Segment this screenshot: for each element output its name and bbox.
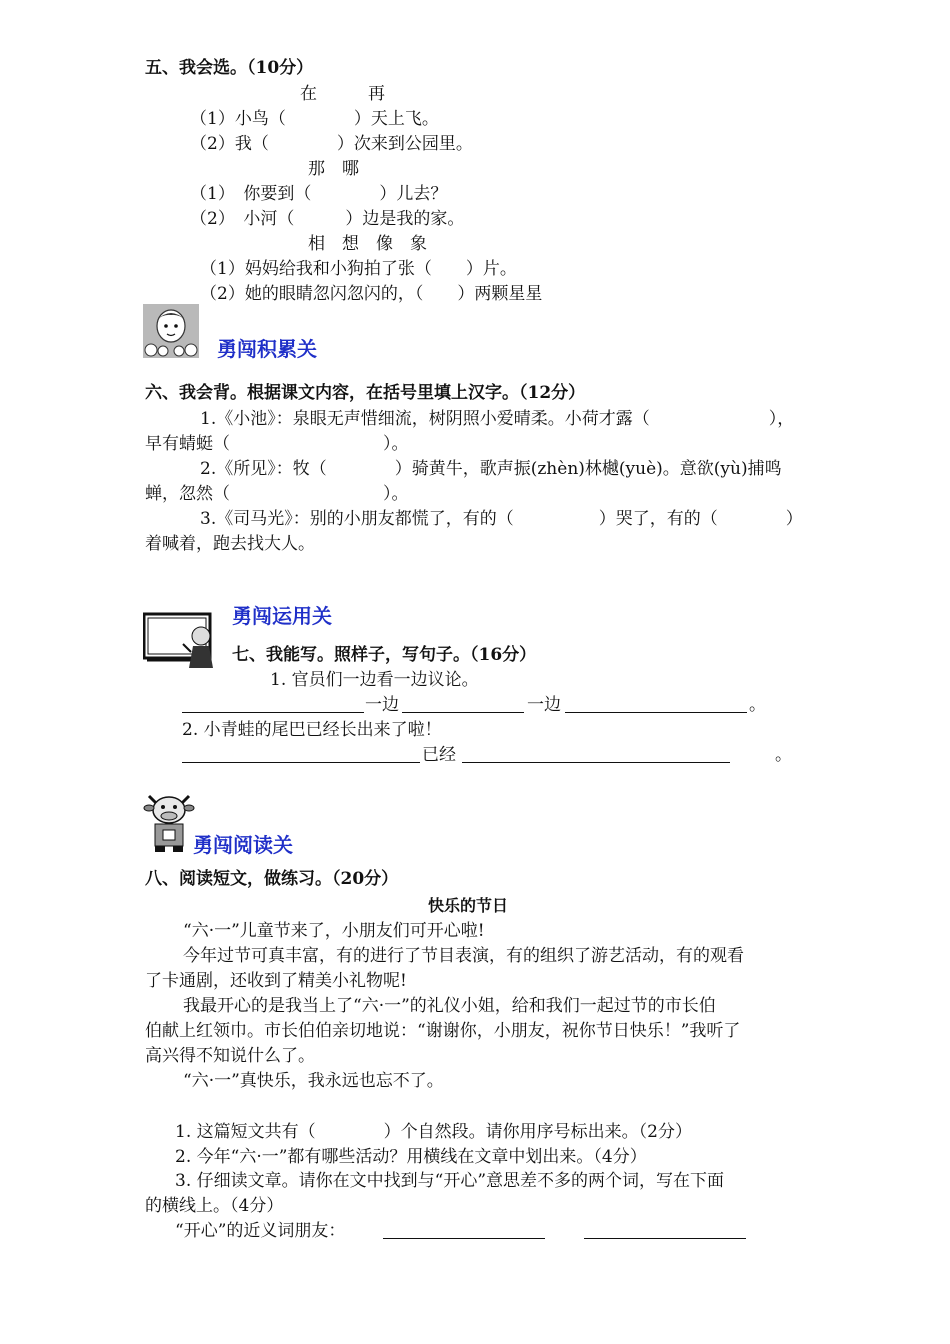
choice-words: 在 再: [300, 84, 385, 104]
text-line: 1.《小池》：泉眼无声惜细流，树阴照小爱晴柔。小荷才露（ ），: [200, 409, 795, 429]
text-line: 蝉，忽然（ ）。: [145, 484, 409, 504]
section-8-title: 八、阅读短文，做练习。（20分）: [145, 869, 399, 889]
question-line: （2）我（ ）次来到公园里。: [190, 134, 473, 154]
example-sentence: 1. 官员们一边看一边议论。: [270, 670, 479, 690]
section-7-title: 七、我能写。照样子，写句子。（16分）: [232, 645, 537, 665]
period: 。: [775, 745, 792, 765]
word-yijing: 已经: [422, 745, 456, 765]
question-line: （1）小鸟（ ）天上飞。: [190, 109, 439, 129]
question-line: 3. 仔细读文章。请你在文中找到与“开心”意思差不多的两个词，写在下面: [175, 1171, 725, 1191]
question-line: 的横线上。（4分）: [145, 1196, 284, 1216]
answer-blank[interactable]: [383, 1238, 545, 1239]
blackboard-teacher-icon: [143, 608, 219, 670]
question-line: 1. 这篇短文共有（ ）个自然段。请你用序号标出来。（2分）: [175, 1122, 692, 1142]
banner-title: 勇闯阅读关: [193, 833, 293, 857]
story-paragraph: “六·一”儿童节来了，小朋友们可开心啦!: [183, 921, 485, 941]
answer-blank[interactable]: [565, 712, 747, 713]
section-5-title: 五、我会选。（10分）: [145, 58, 314, 78]
question-line: （2）她的眼睛忽闪忽闪的，（ ）两颗星星: [200, 284, 543, 304]
answer-blank[interactable]: [182, 762, 420, 763]
story-paragraph: 今年过节可真丰富，有的进行了节目表演，有的组织了游艺活动，有的观看: [183, 946, 744, 966]
answer-blank[interactable]: [182, 712, 364, 713]
text-line: 着喊着，跑去找大人。: [145, 534, 315, 554]
question-line: （1）妈妈给我和小狗拍了张（ ）片。: [200, 259, 517, 279]
text-line: 早有蜻蜓（ ）。: [145, 434, 409, 454]
question-line: “开心”的近义词朋友：: [175, 1221, 346, 1241]
story-paragraph: 我最开心的是我当上了“六·一”的礼仪小姐，给和我们一起过节的市长伯: [183, 996, 716, 1016]
banner-title: 勇闯积累关: [217, 337, 317, 361]
answer-blank[interactable]: [462, 762, 730, 763]
question-line: （1） 你要到（ ）儿去？: [190, 184, 448, 204]
story-paragraph: 伯献上红领巾。市长伯伯亲切地说：“谢谢你，小朋友，祝你节日快乐！”我听了: [145, 1021, 741, 1041]
choice-words: 相 想 像 象: [308, 234, 427, 254]
story-paragraph: 高兴得不知说什么了。: [145, 1046, 315, 1066]
story-title: 快乐的节日: [428, 896, 509, 915]
cow-mascot-icon: [143, 788, 195, 854]
story-paragraph: “六·一”真快乐，我永远也忘不了。: [183, 1071, 444, 1091]
choice-words: 那 哪: [308, 159, 359, 179]
story-paragraph: 了卡通剧，还收到了精美小礼物呢!: [145, 971, 407, 991]
banner-title: 勇闯运用关: [232, 604, 332, 628]
word-yibian: 一边: [365, 695, 399, 715]
word-yibian: 一边: [527, 695, 561, 715]
answer-blank[interactable]: [402, 712, 524, 713]
section-6-title: 六、我会背。根据课文内容，在括号里填上汉字。（12分）: [145, 383, 586, 403]
example-sentence: 2. 小青蛙的尾巴已经长出来了啦！: [182, 720, 442, 740]
question-line: 2. 今年“六·一”都有哪些活动？用横线在文章中划出来。（4分）: [175, 1147, 647, 1167]
question-line: （2） 小河（ ）边是我的家。: [190, 209, 465, 229]
text-line: 2.《所见》：牧（ ）骑黄牛，歌声振(zhèn)林樾(yuè)。意欲(yù)捕鸣: [200, 459, 782, 479]
period: 。: [749, 695, 766, 715]
boy-face-icon: [143, 304, 199, 358]
text-line: 3.《司马光》：别的小朋友都慌了，有的（ ）哭了，有的（ ）: [200, 509, 803, 529]
answer-blank[interactable]: [584, 1238, 746, 1239]
